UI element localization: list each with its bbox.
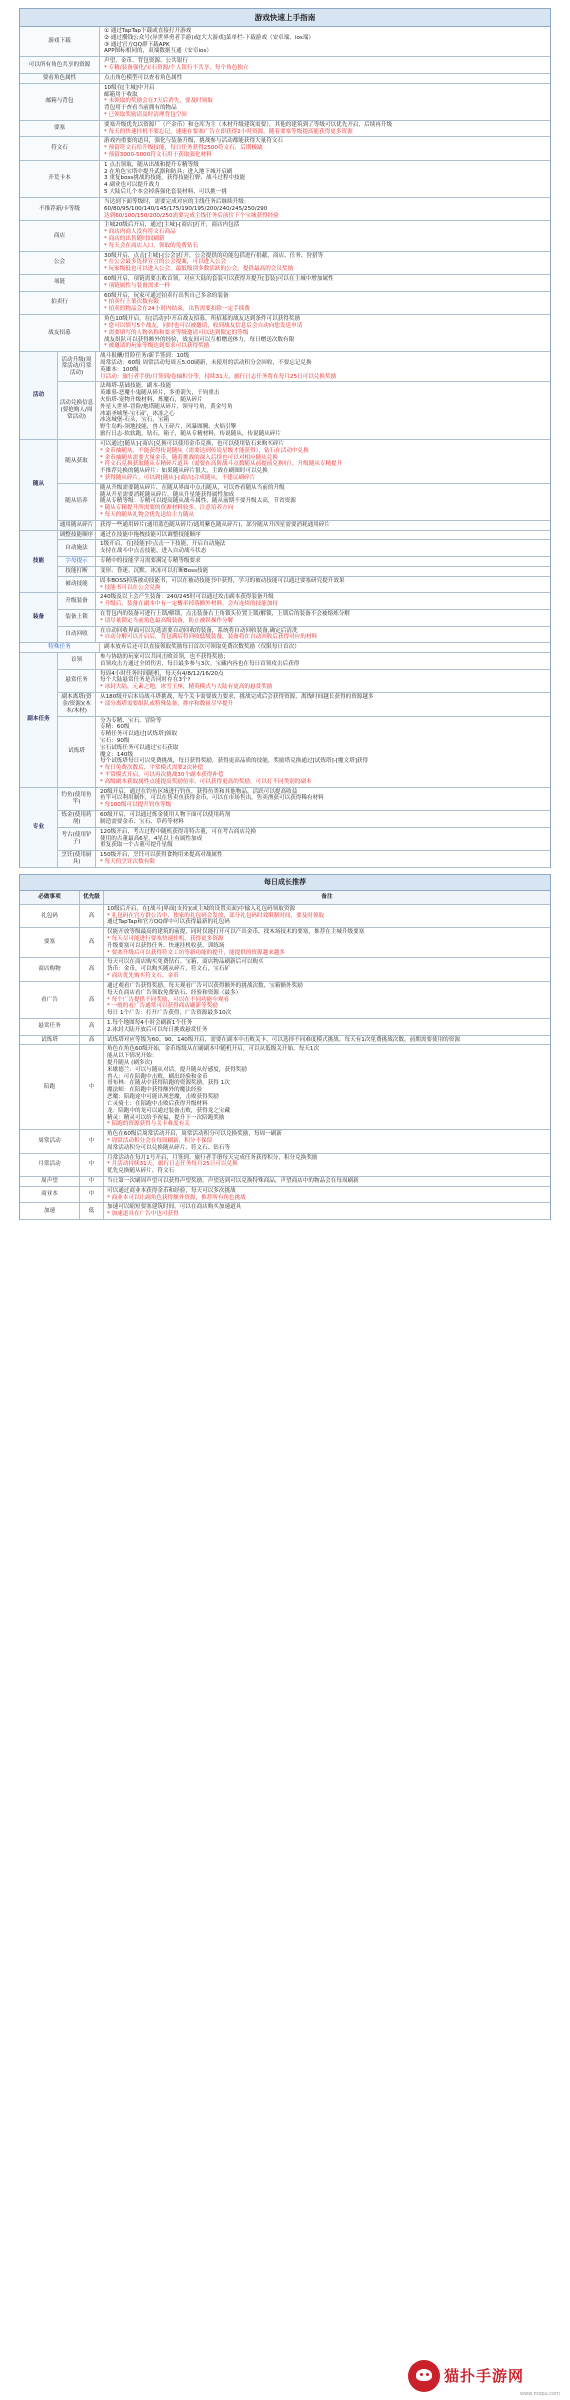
row-label: 拍卖行 bbox=[20, 292, 100, 315]
note-line: 每个大陆悬赏任务是否同时存在3个? bbox=[100, 677, 191, 684]
note-line: * 已领取奖励请及时清理背包空间 bbox=[104, 111, 187, 118]
row-content bbox=[100, 198, 550, 221]
note-line: 10级后开启，在[战斗]界面[支持](或主城的设置页面)中输入礼包码领取资源 bbox=[107, 905, 296, 912]
daily-task: 加速 bbox=[20, 1203, 80, 1220]
row-content bbox=[96, 531, 550, 541]
daily-task: 悬赏任务 bbox=[20, 1019, 80, 1036]
note-line: * 未领取的奖励会在7天后消失，要及时领取 bbox=[104, 98, 213, 105]
note-line: * 预留符文石给升级技能，每日任务获得2500符文石，后期极缺 bbox=[104, 145, 263, 152]
daily-task: 礼包码 bbox=[20, 905, 80, 928]
note-line: * 获得随从碎片，可以到[随从]-[商店]合成随从，不建议刷碎片 bbox=[100, 474, 256, 481]
row-label: 随从培养 bbox=[58, 484, 96, 521]
note-line: 英雄本：100级 bbox=[100, 366, 139, 373]
row-label: 考古(使用铲子) bbox=[58, 828, 96, 851]
note-line: 龙：陪跑中的龙可以通过装备击败，获得龙之宝藏 bbox=[107, 1107, 231, 1114]
note-line: * 请尽量锁定当前角色最高级装备，防止被误操作分解 bbox=[100, 617, 234, 624]
note-line: 从180级开启本局战斗塔挑战，每个关卡需要战力要求，挑战完成后会获得资源，离线时间越长获得的资源越多 bbox=[100, 694, 374, 701]
row-content bbox=[100, 292, 550, 315]
daily-priority: 高 bbox=[80, 905, 104, 928]
note-line: 参与协助的玩家可以共同击败首领，也不获得奖励； bbox=[100, 654, 229, 660]
row-label: 钓鱼(使用鱼竿) bbox=[58, 788, 96, 811]
note-line: 要塞升级优先以资源厂（产金币）和仓库为主（木材升级建筑需要），其他的建筑到了等级可以优先开启，后续再升级 bbox=[104, 121, 393, 128]
note-line: 专精中的技能学习需要满足专精等级要求 bbox=[100, 558, 201, 565]
note-line: 支持在战斗中点击技能，进入自动战斗状态 bbox=[100, 548, 207, 555]
daily-note bbox=[104, 1130, 550, 1153]
row-label: 装备上锁 bbox=[58, 610, 96, 627]
row-label: 可以所有角色共享的资源 bbox=[20, 57, 100, 74]
daily-priority: 高 bbox=[80, 1036, 104, 1046]
note-line: 冰冻城堡-石头，宝石，宝箱 bbox=[100, 417, 170, 424]
note-line: * 在公会最多选择宣言的公会提案，可以进入公会 bbox=[104, 259, 227, 266]
note-line: * 商业本可以让副角色获得额外资源，推荐所有角色挑战 bbox=[107, 1194, 246, 1201]
note-line: 声望、金币、背包资源、公共银行 bbox=[104, 58, 188, 65]
row-label: 升级装备 bbox=[58, 593, 96, 610]
note-line: * 升级后，装备在副本中有一定概率掉落额外材料，会有连续的技能加持 bbox=[100, 601, 278, 608]
note-line: 魔文：140级 bbox=[100, 751, 134, 758]
row-label: 公会 bbox=[20, 252, 100, 275]
note-line: 提升随从 (刷多次) bbox=[107, 1060, 153, 1066]
row-content bbox=[100, 252, 550, 275]
daily-priority: 低 bbox=[80, 1203, 104, 1220]
row-content bbox=[96, 693, 550, 716]
site-logo-name: 猫扑手游网 bbox=[444, 2366, 525, 2385]
note-line: 能从以下情况开始： bbox=[107, 1053, 158, 1060]
daily-task: 陪跑 bbox=[20, 1045, 80, 1130]
note-line: 兽人：可在陪跑中击败，刷出经验和金币 bbox=[107, 1073, 208, 1080]
note-line: 240级及以上会产生装备：240/245时可以通过攻击副本获得装备升级 bbox=[100, 594, 274, 601]
note-line: * 周常活动积分会在每周刷新，积分不保留 bbox=[107, 1137, 213, 1144]
row-content bbox=[100, 57, 550, 74]
note-line: 角色在角色60级开始，金币练级从在刷副本中随机开启，可以从低级关开始，每天1次 bbox=[107, 1046, 320, 1053]
row-content bbox=[96, 828, 550, 851]
note-line: 达到60/100/150/200/250需要完成主线任务后前往下个宝城获得经验 bbox=[104, 212, 279, 219]
row-label: 被动技能 bbox=[58, 577, 96, 594]
note-line: 法师塔-基础技能，副本-技能 bbox=[100, 383, 172, 390]
note-line: 2 在角色宝塔中提升武器和防具；进入地下城开启刷 bbox=[104, 168, 233, 175]
note-line: 角色10级开启，在[活动]中开启战友招募，所招募的战友达到条件可以获得奖励 bbox=[104, 316, 301, 323]
note-line: 野生岛屿-领地技能，兽人王碎片，风暴图腾，火焰引擎 bbox=[100, 424, 237, 431]
row-label: 商店 bbox=[20, 221, 100, 251]
dungeon-note-row bbox=[19, 643, 551, 653]
note-line: 固本BOSS掉落被动技能书，可以在被动技能书中获得，学习的被动技能可以通过要塞研究提升效果 bbox=[100, 577, 345, 584]
note-line: * 需要填写的人物名称和要求等级邀请可以达到限定的等级 bbox=[104, 329, 249, 336]
note-line: 加速可以缩短要塞建筑时间，可以在商店购买加速道具 bbox=[107, 1204, 242, 1211]
note-line: 哥布林：在随从中获得陪跑的资源奖励，获得 1次 bbox=[107, 1080, 230, 1087]
row-label: 炼金(使用药剂) bbox=[58, 811, 96, 828]
row-label: 字母提示 bbox=[58, 557, 96, 567]
note-line: * 项链属性与装备需求一样 bbox=[104, 282, 171, 289]
dungeon-note-label bbox=[20, 643, 100, 653]
row-label: 自动回收 bbox=[58, 627, 96, 644]
row-content bbox=[96, 653, 550, 670]
row-content bbox=[96, 670, 550, 693]
daily-title: 每日成长推荐 bbox=[19, 874, 551, 891]
note-line: 可以通过[随从]-[商店]兑换可以使用金币兑换，也可以使用钻石来购买碎片 bbox=[100, 440, 285, 447]
note-line: * 专精/装备强化/宝石资源/个人银行不共享，每个角色独立 bbox=[104, 65, 249, 72]
note-line: 可以通过商业本获得金币和经验，每天可以多次挑战 bbox=[107, 1187, 236, 1194]
note-line: * 每日免费次数后，平常模式需要2次补偿 bbox=[100, 765, 204, 772]
row-content bbox=[96, 484, 550, 521]
note-line: 60级开启，玩家可通过拍卖行出售自己多余的装备 bbox=[104, 292, 229, 299]
daily-task: 商业本 bbox=[20, 1187, 80, 1204]
note-line: 优先兑换随从碎片、符文石 bbox=[107, 1168, 175, 1175]
note-line: 每天可以在商店购买免费钻石、宝箱，商店物品刷新后可以购买 bbox=[107, 959, 264, 966]
note-line: * 高级副本获取属性点能提高奖励倍率，可以获得更高的奖励，可以打不同类别的副本 bbox=[100, 778, 312, 785]
note-line: 当达到下面等级时，需要完成对应的主线任务后继续升级： bbox=[104, 198, 250, 205]
note-line: 主城20级后开启，通过[主城]-[商店]打开，商店内包括 bbox=[104, 222, 240, 229]
row-label: 邮箱与背包 bbox=[20, 84, 100, 121]
row-label: 悬赏任务 bbox=[58, 670, 96, 693]
note-line: * 每天的随从礼物会优先送给主力随从 bbox=[100, 512, 195, 518]
note-line: 仅能开放等级最高的建筑的前提，同时仅能打开可以产出金币，找木场技术的要塞，推荐在主城升级要塞 bbox=[107, 929, 365, 936]
note-line: 1 点击领取，随从出战和提升专精等级 bbox=[104, 161, 199, 168]
row-label: 游戏下载 bbox=[20, 27, 100, 57]
row-label: 要看角色属性 bbox=[20, 74, 100, 84]
site-logo-url: www.mopu.com bbox=[520, 2390, 560, 2397]
note-line: ③ 通过官方QQ群下载APK bbox=[104, 41, 170, 48]
note-line: 每日 1个广告：打开广告获得，广告资源最多10次 bbox=[107, 1010, 232, 1017]
note-line: * 您可以填写5个战友，同时也可以被邀请，收到战友信息后会自动向您发送申请 bbox=[104, 322, 303, 329]
note-line: 每周4小时任务时间随机，每天有4/8/12/16/20点 bbox=[100, 670, 224, 677]
note-line: * 玩家级低也可以进入公会，最低级别多数活跃的公会，提供最高的会员奖励 bbox=[104, 266, 294, 273]
follower-section bbox=[19, 440, 551, 531]
note-line: 升级要塞可以获得任务、快速挂机收获、训练场 bbox=[107, 942, 225, 949]
note-line: 魔法师：在陪跑中获得额外的魔法经验 bbox=[107, 1087, 203, 1094]
note-line: * 陪跑的资源获得与关卡难度有关 bbox=[107, 1121, 190, 1128]
note-line: 重复获取一个古董可提升星级 bbox=[100, 842, 173, 849]
note-line: 5 大陆后几个本会掉落强化套装材料，可以挑一挑 bbox=[104, 189, 227, 196]
note-line: 战友组队可以获得额外的经验，战友间可以互相赠送体力，每日赠送次数有限 bbox=[104, 336, 295, 343]
note-line: * 每天会在商店入口，领取的免费钻石 bbox=[104, 242, 199, 249]
note-line: 火焰塔-宠物升级材料，炼魔石，随从碎片 bbox=[100, 397, 203, 403]
category-label: 随从 bbox=[20, 440, 58, 531]
row-content bbox=[100, 74, 550, 84]
note-line: 游戏内重要的道具，强化与装备升级，挑战参与活动都能获得大量符文石 bbox=[104, 138, 284, 145]
site-logo bbox=[408, 2358, 566, 2397]
row-content bbox=[96, 521, 550, 531]
note-line: 每个试炼塔每日可以免费挑战，每日获得奖励，获得更高品质的技能，奖励塔兑换通过[试炼塔]-[魔文塔]获得 bbox=[100, 758, 369, 765]
note-line: * 商店优先购买符文石、金币 bbox=[107, 973, 179, 980]
note-line: * 部分离塔需要组队或特殊装备，排序和数量尽早提升 bbox=[100, 700, 234, 707]
note-line: 外星人世界-冒险/炮塔随从碎片，领导号角，黄金号角 bbox=[100, 403, 233, 410]
row-label: 技能打断 bbox=[58, 567, 96, 577]
row-content bbox=[96, 352, 550, 382]
intro-table bbox=[19, 27, 551, 352]
note-line: 30级开启，点击[主城]-[公会]打开，公会提供的功能包括进行捐献，商店、任务、狩猎等 bbox=[104, 252, 324, 259]
note-line: 试炼塔对应等级为60、90、140级开启，需要在副本中击败关卡，可以选择不同难度模式挑战。每天有1次免费挑战次数，前期需要使用的资源 bbox=[107, 1036, 460, 1043]
note-line: 旅行日志-软软跑，钻石，箱子，随从专精材料，传说随从，传说随从碎片 bbox=[100, 431, 282, 438]
note-line: * 金币抽随从需要大量金币，随着挑战的深入后续也可以对相应随从兑换 bbox=[100, 454, 278, 461]
note-line: 60/80/95/100/140/145/175/190/195/200/240/245/250/290 bbox=[104, 205, 268, 212]
row-content bbox=[100, 121, 550, 138]
note-line: ② 通过攒钱公众号(异世界勇者手游)或[大大游戏]菜单栏-下载游戏（安卓端、ios端） bbox=[104, 34, 315, 41]
daily-header-priority: 优先级 bbox=[80, 891, 104, 905]
note-line: 精灵：精灵可以给予祝福，提升下一次陪跑奖励 bbox=[107, 1114, 225, 1121]
note-line: * 预留3000-5000符文石用于获取强化材料 bbox=[104, 152, 212, 158]
row-label: 首领 bbox=[58, 653, 96, 670]
category-label: 副本任务 bbox=[20, 653, 58, 788]
category-label: 专业 bbox=[20, 788, 58, 868]
row-label: 自动施法 bbox=[58, 540, 96, 557]
note-line: 2.冰封大陆开放后可以每日挑战悬赏任务 bbox=[107, 1026, 208, 1033]
note-line: * 冰封大陆，元素之地，冰雪王座，精英模式与大陆有更高的悬赏奖励 bbox=[100, 684, 273, 691]
note-line: 3 重复boss挑战的技能，获得技能打野、战斗过程中技能 bbox=[104, 175, 246, 182]
row-content bbox=[96, 540, 550, 557]
note-line: * 技能书可以在公会兑换 bbox=[100, 584, 161, 591]
note-line: 随从升星需要消耗随从碎片，随从升星能获得属性加成 bbox=[100, 491, 235, 498]
note-line: 制造需要金币、宝石、草药等材料 bbox=[100, 818, 184, 825]
daily-priority: 高 bbox=[80, 982, 104, 1019]
note-line: * 商店的出售随时间刷新 bbox=[104, 235, 165, 242]
note-line: * 要塞升级后可以获得符文工坊等新功能的提升，能提供的资源越来越多 bbox=[107, 949, 285, 956]
note-line: 货币：金币，可以购买随从碎片，符文石，宝石矿 bbox=[107, 966, 231, 973]
note-line: * 每天的快速挂机不要忘记，速速在要塞广告立即获得2小时资源，随着要塞等级提高能获得更多资源 bbox=[104, 128, 353, 135]
row-label: 项链 bbox=[20, 275, 100, 292]
note-line: 鱼竿可以利用制作，可以在售卖鱼获得金币，可以在市场售出，售卖渔获可以获得稀有材料 bbox=[100, 795, 324, 802]
row-label: 调整技能顺序 bbox=[58, 531, 96, 541]
note-line: 通过TapTap和官方QQ群中可以获得最新的礼包码 bbox=[107, 919, 230, 926]
note-line: 宝石试炼任务可以通过宝石获取 bbox=[100, 744, 179, 751]
daily-header-note: 备注 bbox=[104, 891, 550, 905]
note-line: 120级开启，考古过程中随机获得奇特古董，可在考古商店兑换 bbox=[100, 828, 257, 835]
note-line: 随从升级需要随从碎片，在随从界面中点击随从，可以查看随从当前的升级 bbox=[100, 484, 285, 491]
note-line: 变形、昏迷、沉默、冰冻可以打断Boss技能 bbox=[100, 567, 209, 574]
daily-priority: 高 bbox=[80, 1019, 104, 1036]
row-content bbox=[100, 275, 550, 292]
row-label: 通用随从碎片 bbox=[58, 521, 96, 531]
row-content bbox=[96, 811, 550, 828]
daily-note bbox=[104, 1187, 550, 1204]
note-line: * 随从专精提升所需要的资源材料较多，注意培养方向 bbox=[100, 505, 234, 512]
category-label: 技能 bbox=[20, 531, 58, 594]
note-line: 周常活动：60级 周常活动每周五5:00刷新，未使用的活动积分会回收，不要忘记兑换 bbox=[100, 359, 312, 366]
row-label: 符文石 bbox=[20, 137, 100, 160]
note-line: 每天在商店看广告领取免费钻石、经验和资源（最多） bbox=[107, 989, 242, 996]
note-line: * 被邀请的玩家等级达到要求可以获得奖励 bbox=[104, 343, 210, 350]
daily-priority: 中 bbox=[80, 1045, 104, 1130]
row-content bbox=[96, 610, 550, 627]
daily-task: 试炼塔 bbox=[20, 1036, 80, 1046]
note-line: 亡灵骑士：在陪跑中击败后获得升级材料 bbox=[107, 1100, 208, 1107]
note-line: * 加速道具在广告中也可获得 bbox=[107, 1211, 179, 1218]
note-line: 随从专精等级：专精可以提高随从战斗属性，随从前期不要升级太高，节省资源 bbox=[100, 498, 296, 505]
row-label: 活动升级(周常活动/月常活动) bbox=[58, 352, 96, 382]
note-line: 月活动：旅行者手册/月签到/卷轴积分等，持续31天，旅行日志任务将在每月25日可以兑换奖励 bbox=[100, 373, 337, 380]
note-line: 恶魔：陪跑途中可能出现恶魔，击败获得奖励 bbox=[107, 1094, 219, 1101]
category-label: 装备 bbox=[20, 593, 58, 643]
daily-note bbox=[104, 1203, 550, 1220]
daily-note bbox=[104, 1154, 550, 1177]
daily-task: 商店购物 bbox=[20, 958, 80, 981]
row-content bbox=[96, 440, 550, 484]
row-content bbox=[96, 382, 550, 440]
note-line: 10级在[主城]中开启 bbox=[104, 84, 155, 91]
note-line: 在自动回收界面可以勾选需要自动回收的装备，系统将自动回收装备,确定后清洗 bbox=[100, 627, 298, 634]
row-content bbox=[96, 788, 550, 811]
note-line: 首领攻击力通过全团伤害，每日最多参与3次。宝藏内容也在每日首领攻击后获得 bbox=[100, 660, 300, 667]
note-line: * 一般的看广告通常可以获得商店刷新等奖励 bbox=[107, 1003, 218, 1010]
daily-note bbox=[104, 1045, 550, 1130]
row-label: 活动兑换信息(要抢购人/周常活动) bbox=[58, 382, 96, 440]
note-line: * 商店内商人没有符文石商品 bbox=[104, 229, 176, 236]
note-line: * 符文石兑换获取随从专精碎片道具（需要在高阶战斗点数随从前提前兑换好），升级随从专精提升 bbox=[100, 461, 343, 468]
cat-logo-icon bbox=[408, 2360, 440, 2392]
category-label: 活动 bbox=[20, 352, 58, 440]
note-line: * 每天的烹饪次数有限 bbox=[100, 858, 155, 865]
note-line: * 月活动持续31天，旅行日志任务每月25日可以兑换 bbox=[107, 1161, 238, 1168]
daily-task: 周声望 bbox=[20, 1177, 80, 1187]
note-line: 在背包内的装备可进行上锁/解锁，点击装备右上角锁头位置上锁/解锁，上锁后的装备不会被熔炼分解 bbox=[100, 610, 350, 617]
row-content bbox=[96, 627, 550, 644]
note-line: 月常活动在每月1号开启，月签到、旅行者手册每天完成任务获得积分，积分兑换奖励 bbox=[107, 1154, 318, 1161]
note-line: 60级开启，项链需要击败首领，对应大陆的套装可以获得并提升[套装]可以在主城中增加属性 bbox=[104, 276, 334, 282]
note-line: * 礼包码在官方群公告中、独家的礼包码会发放，部分礼包码时效限制时间，要及时领取 bbox=[107, 912, 325, 919]
note-line: * 平常模式开启，可以再次挑战30个副本获得补偿 bbox=[100, 772, 224, 778]
note-line: 通过观看广告获得奖励，每天观看广告可以获得额外的挑战次数，宝箱额外奖励 bbox=[107, 982, 303, 989]
note-line: * 金币抽随从，不能获得传说随从（需要达到传说星级才能获得），钻石在活动中兑换 bbox=[100, 447, 309, 454]
row-content bbox=[100, 137, 550, 160]
note-line: 英雄墓-恶魔小鬼随从碎片，多重箭矢，千钧重击 bbox=[100, 390, 220, 397]
note-line: * 每天尽可能进行要塞快速挂机，获得更多资源 bbox=[107, 936, 224, 942]
daily-priority: 中 bbox=[80, 1177, 104, 1187]
row-content bbox=[96, 577, 550, 594]
daily-priority: 中 bbox=[80, 1187, 104, 1204]
page-title: 游戏快速上手指南 bbox=[19, 8, 551, 27]
daily-header-row bbox=[19, 891, 551, 905]
daily-note bbox=[104, 1036, 550, 1046]
note-line: 点击角色模型可以查看角色属性 bbox=[104, 74, 183, 81]
row-content bbox=[96, 851, 550, 868]
note-line: 周常活动积分可以兑换随从碎片、符文石、钻石等 bbox=[107, 1144, 231, 1151]
row-content bbox=[96, 557, 550, 567]
daily-priority: 中 bbox=[80, 1154, 104, 1177]
dungeon-section bbox=[19, 653, 551, 788]
daily-note bbox=[104, 982, 550, 1019]
daily-note bbox=[104, 958, 550, 981]
daily-header-task: 必做事项 bbox=[20, 891, 80, 905]
row-label: 随从获取 bbox=[58, 440, 96, 484]
row-content bbox=[100, 315, 550, 352]
note-line: 20级开启，通过在钓鱼区域进行钓鱼，获得鱼类和其他物品，活跃可以提高收益 bbox=[100, 788, 298, 795]
note-line: 当日第一次刷周声望可以获得声望奖励，声望达到可以兑换特殊商品，声望商店中的物品会在每周刷新 bbox=[107, 1178, 359, 1184]
skill-section bbox=[19, 531, 551, 594]
note-line: 专精任务可以通过[试炼塔]领取 bbox=[100, 731, 178, 738]
row-content bbox=[100, 161, 550, 198]
note-line: 分为专精、宝石、冒险等 bbox=[100, 717, 162, 724]
daily-task: 周常活动 bbox=[20, 1130, 80, 1153]
daily-table bbox=[19, 905, 551, 1220]
row-label: 战友招募 bbox=[20, 315, 100, 352]
row-label: 开荒卡本 bbox=[20, 161, 100, 198]
note-line: 150级开启，烹饪可以获得食物用来提高对战属性 bbox=[100, 852, 223, 859]
daily-priority: 高 bbox=[80, 958, 104, 981]
note-line: 使用的古董最高6星，4星以上有属性加成 bbox=[100, 835, 203, 842]
note-line: * 每100级可以提升钓鱼等级 bbox=[100, 802, 172, 809]
note-line: 获得一些通用碎片(通用蓝色随从碎片/通用紫色随从碎片)，部分随从升四星需要消耗通用碎片 bbox=[100, 521, 331, 528]
note-line: 1.每个地图每4小时会刷新1个任务 bbox=[107, 1019, 193, 1026]
daily-note bbox=[104, 905, 550, 928]
dungeon-note-label-text: 特殊任务 bbox=[48, 644, 71, 651]
note-line: 冰霜圣城堡-宝石矿，冰冻之心 bbox=[100, 410, 175, 417]
daily-note bbox=[104, 928, 550, 958]
note-line: 4 副业也可以提升战力 bbox=[104, 182, 160, 189]
row-content bbox=[96, 567, 550, 577]
daily-task: 看广告 bbox=[20, 982, 80, 1019]
row-content bbox=[96, 593, 550, 610]
row-content bbox=[100, 221, 550, 251]
profession-section bbox=[19, 788, 551, 868]
note-line: 专精：60级 bbox=[100, 724, 130, 731]
daily-priority: 高 bbox=[80, 928, 104, 958]
dungeon-note-text: 副本放弃后还可以直接领取奖励每日首次可领取免费次数奖励（仅限每日首次） bbox=[100, 643, 550, 653]
daily-task: 要塞 bbox=[20, 928, 80, 958]
note-line: 角色在60级后周常活动开启，周常活动积分可以兑换奖励，每周一刷新 bbox=[107, 1131, 282, 1138]
note-line: * 拍卖的物品会在24小时内结束，出售需要扣除一定手续费 bbox=[104, 306, 250, 313]
row-label: 副本离塔(资金/资源)(木本/木材) bbox=[58, 693, 96, 716]
equipment-section bbox=[19, 593, 551, 643]
note-line: 60级开启，可以通过炼金使用人物下面可以使用药剂 bbox=[100, 812, 231, 819]
note-line: 邮箱用于收取 bbox=[104, 91, 138, 98]
note-line: 米歇德兰：可以与随从对话，提升随从好感度，获得奖励 bbox=[107, 1066, 247, 1073]
note-line: * 自动分解可以开启后，背包满后将回收低级装备，装备将在自动回收后获得对应的材料 bbox=[100, 634, 318, 641]
note-line: 背包用于查看当前拥有的物品 bbox=[104, 105, 177, 112]
row-label: 不推荐新/卡等级 bbox=[20, 198, 100, 221]
note-line: ① 通过TapTap下载或直接打开游戏 bbox=[104, 28, 192, 34]
note-line: 1级开启，在[技能]中点击一下技能，开启自动施法 bbox=[100, 541, 226, 548]
note-line: 不推荐兑换的随从碎片：如果随从碎片很大，主战在刷图时可以兑换 bbox=[100, 468, 268, 475]
activity-section bbox=[19, 352, 551, 440]
note-line: APP图标相同的，双端数据互通（安卓ios） bbox=[104, 48, 212, 55]
row-label: 要塞 bbox=[20, 121, 100, 138]
note-line: * 每个广告提供不同奖励，可以在不同功能中观看 bbox=[107, 996, 230, 1003]
note-line: * 拍卖行上架次数有限 bbox=[104, 299, 159, 306]
note-line: 通过在技能中拖拽技能可以调整技能顺序 bbox=[100, 531, 201, 538]
daily-note bbox=[104, 1019, 550, 1036]
note-line: 宝石：90级 bbox=[100, 737, 130, 744]
row-content bbox=[100, 27, 550, 57]
note-line: 战斗报酬/冒险任务/新手签到：10级 bbox=[100, 353, 190, 360]
row-content bbox=[100, 84, 550, 121]
row-label: 试炼塔 bbox=[58, 717, 96, 788]
daily-note bbox=[104, 1177, 550, 1187]
daily-task: 月常活动 bbox=[20, 1154, 80, 1177]
row-content bbox=[96, 717, 550, 788]
daily-priority: 中 bbox=[80, 1130, 104, 1153]
row-label: 烹饪(使用厨具) bbox=[58, 851, 96, 868]
